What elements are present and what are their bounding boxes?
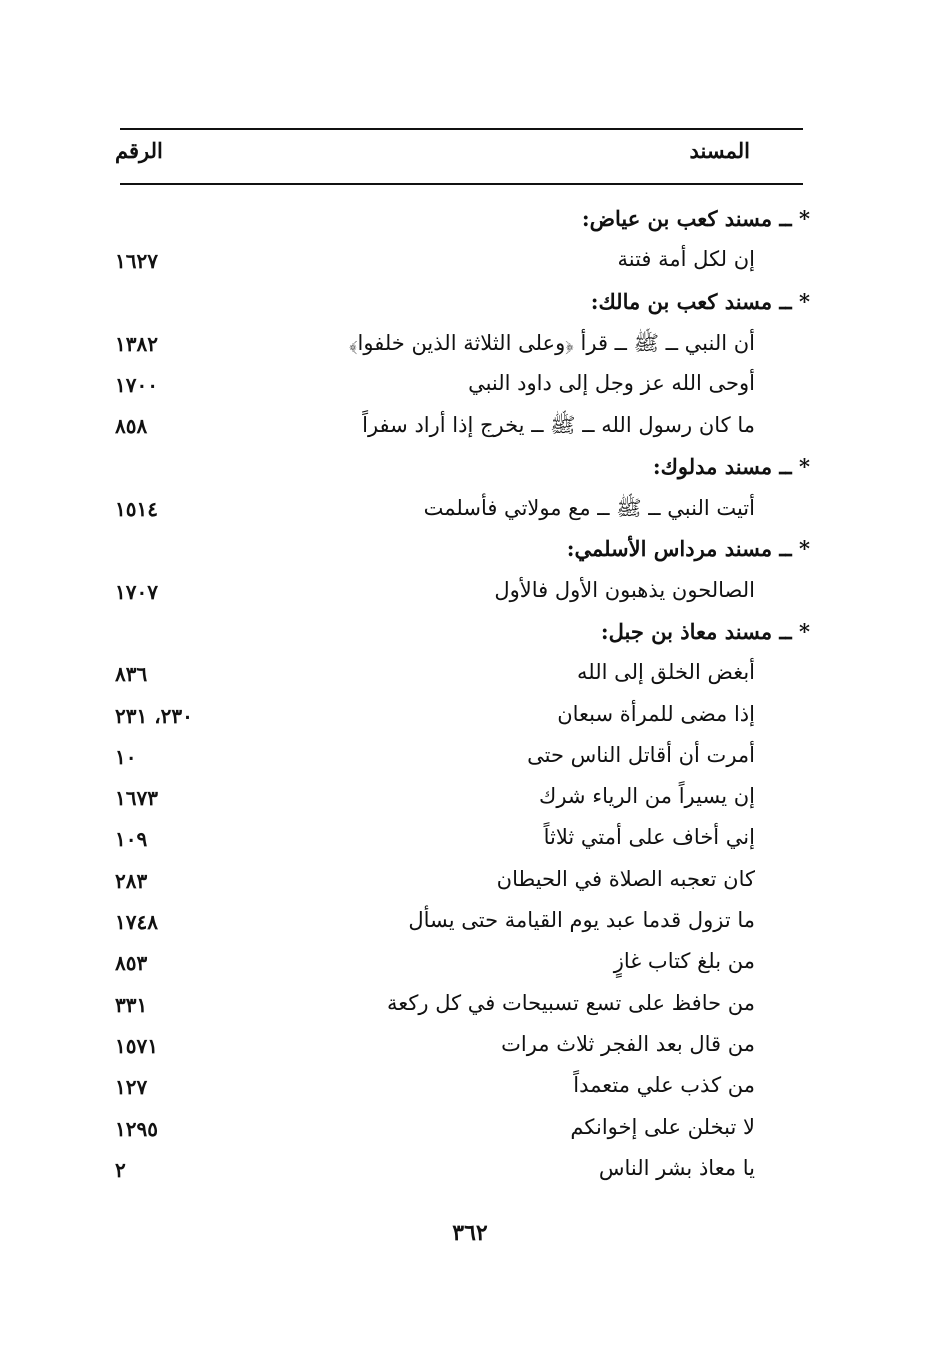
header-bottom-rule [120, 183, 803, 185]
entry-text: أبغض الخلق إلى الله [577, 660, 755, 685]
entry-number: ١٦٢٧ [115, 249, 158, 274]
entry-number: ٢٨٣ [115, 868, 148, 893]
entry-text: إذا مضى للمرأة سبعان [557, 701, 755, 726]
index-entry [110, 1150, 810, 1191]
entry-number: ١٥٧١ [115, 1033, 158, 1058]
index-entry [110, 489, 810, 530]
entry-number: ٨٥٣ [115, 951, 148, 976]
section-title: * ــ مسند مدلوك: [652, 453, 810, 479]
section-title: * ــ مسند كعب بن مالك: [590, 288, 810, 314]
entry-text: ما تزول قدما عبد يوم القيامة حتى يسأل [408, 908, 755, 933]
index-entry [110, 943, 810, 984]
index-entry [110, 572, 810, 613]
index-entry [110, 654, 810, 695]
page-number: ٣٦٢ [452, 1220, 488, 1246]
index-entry [110, 241, 810, 282]
entry-text: إن لكل أمة فتنة [617, 247, 755, 272]
index-entry [110, 985, 810, 1026]
entry-text: إن يسيراً من الرياء شرك [539, 784, 755, 809]
section-heading [110, 530, 810, 571]
entry-text: من حافظ على تسع تسبيحات في كل ركعة [386, 990, 755, 1015]
entry-number: ١٧٠٧ [115, 579, 158, 604]
entry-text: يا معاذ بشر الناس [598, 1155, 755, 1180]
entry-number: ١٠٩ [115, 827, 148, 852]
section-title: * ــ مسند معاذ بن جبل: [600, 618, 810, 644]
index-entry [110, 737, 810, 778]
section-heading [110, 200, 810, 241]
entry-text: ما كان رسول الله ــ ﷺ ــ يخرج إذا أراد سفراً [362, 413, 755, 438]
section-heading [110, 283, 810, 324]
entry-number: ١٦٧٣ [115, 786, 158, 811]
section-heading [110, 613, 810, 654]
entry-number: ١٣٨٢ [115, 331, 158, 356]
entry-text: لا تبخلن على إخوانكم [570, 1114, 755, 1139]
entry-text: من بلغ كتاب غازٍ [613, 949, 755, 974]
header-top-rule [120, 128, 803, 130]
entry-text: أتيت النبي ــ ﷺ ــ مع مولاتي فأسلمت [423, 496, 755, 521]
entry-text: أمرت أن أقاتل الناس حتى [527, 742, 755, 767]
entry-number: ١٠ [115, 744, 137, 769]
entry-text: من قال بعد الفجر ثلاث مرات [501, 1031, 755, 1056]
index-entry [110, 696, 810, 737]
entry-text: إني أخاف على أمتي ثلاثاً [543, 825, 755, 850]
entry-number: ٣٣١ [115, 992, 148, 1017]
entry-text: أن النبي ــ ﷺ ــ قرأ ﴿وعلى الثلاثة الذين خلفوا﴾ [348, 330, 755, 355]
section-heading [110, 448, 810, 489]
column-header-musnad: المسند [689, 138, 750, 163]
index-entry [110, 1026, 810, 1067]
entry-number: ١٥١٤ [115, 497, 158, 522]
index-entry [110, 324, 810, 365]
index-entry [110, 902, 810, 943]
entry-number: ١٧٠٠ [115, 373, 158, 398]
entry-number: ١٢٧ [115, 1075, 148, 1100]
entry-number: ١٢٩٥ [115, 1116, 158, 1141]
entry-number: ١٧٤٨ [115, 910, 158, 935]
entry-text: كان تعجبه الصلاة في الحيطان [496, 866, 755, 891]
section-title: * ــ مسند كعب بن عياض: [581, 206, 810, 231]
index-list [110, 200, 810, 1191]
index-entry [110, 819, 810, 860]
section-title: * ــ مسند مرداس الأسلمي: [566, 536, 810, 562]
index-entry [110, 778, 810, 819]
index-entry [110, 1109, 810, 1150]
column-header-number: الرقم [115, 138, 163, 163]
index-entry [110, 365, 810, 406]
entry-text: الصالحون يذهبون الأول فالأول [494, 577, 755, 602]
entry-number: ٢٣٠، ٢٣١ [115, 703, 193, 728]
entry-text: أوحى الله عز وجل إلى داود النبي [468, 371, 755, 396]
index-entry [110, 1067, 810, 1108]
entry-number: ٨٣٦ [115, 662, 148, 687]
entry-number: ٨٥٨ [115, 414, 148, 439]
entry-number: ٢ [115, 1157, 126, 1182]
entry-text: من كذب علي متعمداً [573, 1073, 755, 1098]
index-entry [110, 406, 810, 447]
index-entry [110, 861, 810, 902]
